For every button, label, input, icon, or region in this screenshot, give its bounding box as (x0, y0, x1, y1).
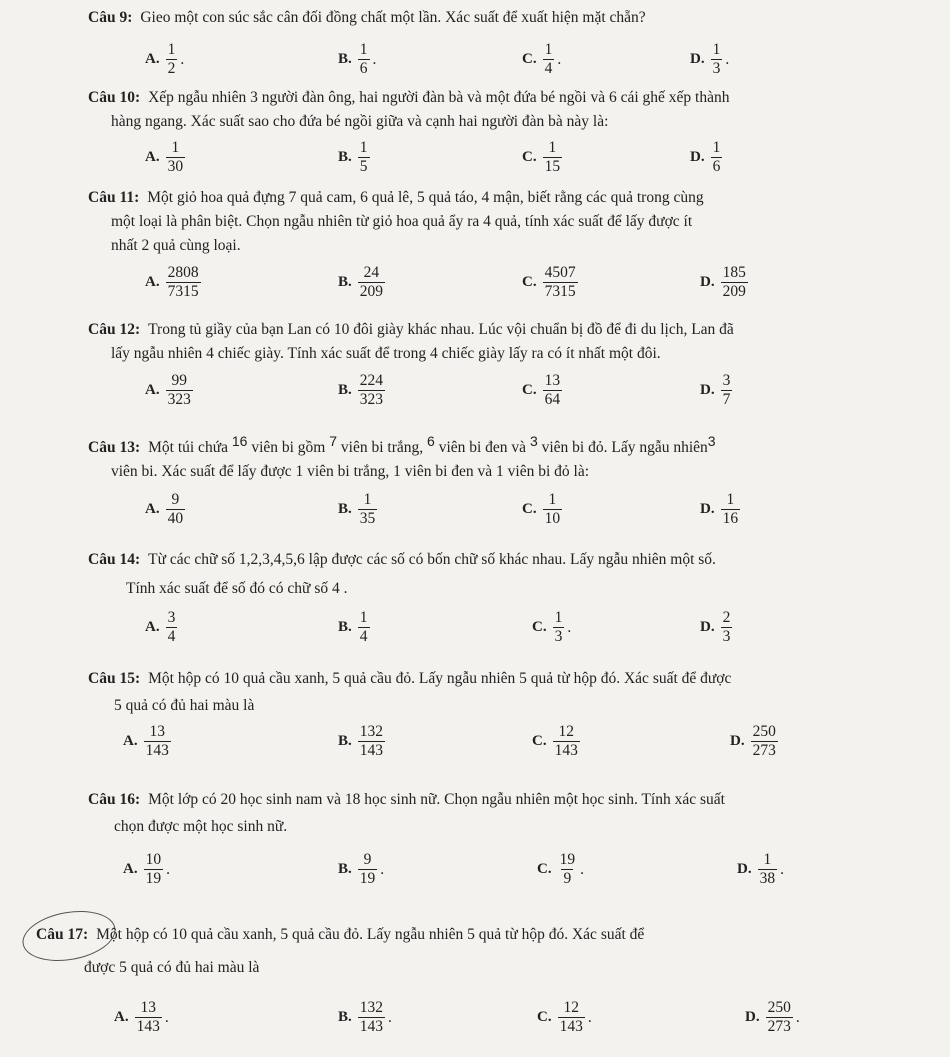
stem-text: viên bi đen và (434, 439, 530, 457)
denominator: 6 (359, 60, 368, 78)
option-d[interactable] (730, 724, 778, 760)
option-letter: B. (338, 382, 352, 399)
denominator: 2 (167, 60, 176, 78)
option-letter: D. (730, 733, 745, 750)
option-a[interactable] (145, 42, 184, 78)
option-letter: C. (522, 274, 537, 291)
option-letter: D. (700, 619, 715, 636)
stem-line: một loại là phân biệt. Chọn ngẫu nhiên từ giỏ hoa quả ẩy ra 4 quả, tính xác suất để lấy được ít (111, 213, 693, 231)
numerator: 1 (548, 139, 557, 156)
fraction (711, 42, 723, 78)
fraction (751, 724, 778, 760)
question-stem (88, 318, 734, 366)
option-b[interactable] (338, 140, 370, 176)
numerator: 132 (359, 999, 384, 1016)
question-label: Câu 13: (88, 439, 141, 457)
option-letter: A. (145, 619, 160, 636)
denominator: 323 (167, 391, 191, 409)
option-letter: B. (338, 149, 352, 166)
question-stem (88, 86, 729, 134)
option-c[interactable] (537, 852, 584, 888)
stem-line: hàng ngang. Xác suất sao cho đứa bé ngồi giữa và cạnh hai người đàn bà này là: (111, 113, 609, 131)
option-letter: C. (522, 149, 537, 166)
option-letter: C. (537, 1009, 552, 1026)
fraction (558, 1000, 585, 1036)
numerator: 13 (140, 999, 156, 1016)
fraction (721, 265, 748, 301)
question-label: Câu 14: (88, 551, 141, 568)
stem-number: 16 (231, 433, 248, 449)
denominator: 143 (136, 1018, 160, 1036)
denominator: 209 (722, 283, 746, 301)
option-letter: A. (114, 1009, 129, 1026)
fraction (358, 42, 370, 78)
stem-line: Một hộp có 10 quả cầu xanh, 5 quả cầu đỏ. Lấy ngẫu nhiên 5 quả từ hộp đó. Xác suất để (96, 926, 645, 943)
denominator: 273 (767, 1018, 791, 1036)
option-letter: B. (338, 51, 352, 68)
option-a[interactable] (145, 492, 185, 528)
option-d[interactable] (700, 265, 748, 301)
denominator: 4 (544, 60, 553, 78)
question-stem (88, 786, 725, 840)
question-stem (88, 6, 646, 30)
option-letter: A. (145, 382, 160, 399)
option-b[interactable] (338, 265, 385, 301)
numerator: 3 (167, 609, 176, 626)
denominator: 19 (359, 870, 376, 888)
numerator: 1 (171, 139, 180, 156)
option-letter: B. (338, 733, 352, 750)
denominator: 323 (359, 391, 384, 409)
denominator: 3 (712, 60, 721, 78)
numerator: 1 (359, 609, 368, 626)
stem-text: Một túi chứa (148, 439, 232, 457)
option-trail: . (725, 50, 730, 68)
fraction (543, 492, 563, 528)
denominator: 10 (544, 510, 561, 528)
stem-line: Trong tủ giầy của bạn Lan có 10 đôi giày khác nhau. Lúc vội chuẩn bị đồ để đi du lịch, Lan đã (148, 321, 734, 338)
option-letter: D. (700, 382, 715, 399)
numerator: 13 (544, 372, 561, 389)
option-c[interactable] (537, 1000, 592, 1036)
numerator: 1 (359, 139, 368, 156)
fraction (721, 610, 733, 646)
denominator: 16 (722, 510, 739, 528)
option-trail: . (164, 1008, 169, 1026)
stem-line: được 5 quả có đủ hai màu là (84, 958, 260, 976)
option-d[interactable] (700, 373, 732, 409)
fraction (358, 373, 385, 409)
option-b[interactable] (338, 492, 377, 528)
option-letter: B. (338, 501, 352, 518)
numerator: 1 (167, 41, 176, 58)
stem-line: Xếp ngẫu nhiên 3 người đàn ông, hai người đàn bà và một đứa bé ngồi và 6 cái ghế xếp thành (148, 89, 730, 106)
fraction (358, 1000, 385, 1036)
question-label: Câu 16: (88, 791, 141, 808)
option-d[interactable] (700, 492, 740, 528)
option-letter: C. (537, 861, 552, 878)
denominator: 3 (554, 628, 563, 646)
numerator: 2 (722, 609, 731, 626)
stem-line: 5 quả có đủ hai màu là (114, 697, 255, 715)
option-a[interactable] (123, 724, 171, 760)
fraction (358, 140, 370, 176)
question-label: Câu 15: (88, 670, 141, 687)
option-letter: D. (737, 861, 752, 878)
option-trail: . (587, 1008, 592, 1026)
numerator: 3 (722, 372, 731, 389)
numerator: 10 (145, 851, 162, 868)
numerator: 2808 (167, 264, 199, 281)
fraction (543, 140, 563, 176)
denominator: 35 (359, 510, 376, 528)
question-label: Câu 11: (88, 189, 140, 206)
fraction (144, 852, 164, 888)
stem-line: lấy ngẫu nhiên 4 chiếc giày. Tính xác suất để trong 4 chiếc giày lấy ra có ít nhất một đôi. (111, 345, 661, 363)
stem-number: 6 (427, 433, 435, 449)
question-stem (88, 545, 716, 604)
option-b[interactable] (338, 724, 385, 760)
fraction (711, 140, 723, 176)
denominator: 7 (722, 391, 731, 409)
denominator: 15 (544, 158, 561, 176)
fraction (721, 373, 733, 409)
numerator: 12 (558, 723, 574, 740)
denominator: 209 (359, 283, 384, 301)
stem-line: Từ các chữ số 1,2,3,4,5,6 lập được các số có bốn chữ số khác nhau. Lấy ngẫu nhiên một số. (148, 551, 716, 568)
option-d[interactable] (690, 140, 722, 176)
fraction (558, 852, 578, 888)
option-a[interactable] (123, 852, 170, 888)
numerator: 1 (359, 41, 368, 58)
option-letter: B. (338, 619, 352, 636)
denominator: 4 (167, 628, 176, 646)
numerator: 24 (363, 264, 380, 281)
question-label: Câu 12: (88, 321, 141, 338)
option-trail: . (795, 1008, 800, 1026)
option-c[interactable] (522, 373, 562, 409)
fraction (358, 610, 370, 646)
question-label: Câu 17: (36, 926, 89, 943)
stem-line: Gieo một con súc sắc cân đối đồng chất một lần. Xác suất để xuất hiện mặt chẵn? (140, 9, 646, 26)
option-trail: . (166, 860, 170, 878)
stem-number: 3 (707, 433, 716, 449)
fraction (553, 610, 565, 646)
numerator: 1 (712, 41, 721, 58)
option-letter: D. (690, 51, 705, 68)
question-label: Câu 9: (88, 9, 133, 26)
option-b[interactable] (338, 42, 376, 78)
question-stem (88, 431, 716, 484)
denominator: 64 (544, 391, 561, 409)
stem-line: viên bi. Xác suất để lấy được 1 viên bi trắng, 1 viên bi đen và 1 viên bi đỏ là: (111, 463, 590, 481)
denominator: 143 (359, 742, 384, 760)
fraction (166, 42, 178, 78)
denominator: 273 (752, 742, 776, 760)
option-b[interactable] (338, 610, 370, 646)
fraction (144, 724, 171, 760)
stem-line: nhất 2 quả cùng loại. (111, 237, 241, 255)
option-c[interactable] (532, 610, 571, 646)
numerator: 1 (544, 41, 553, 58)
fraction (358, 724, 385, 760)
denominator: 143 (359, 1018, 384, 1036)
option-letter: A. (145, 274, 160, 291)
fraction (166, 265, 201, 301)
question-stem (88, 665, 731, 719)
option-letter: C. (532, 733, 547, 750)
option-trail: . (557, 50, 562, 68)
denominator: 7315 (544, 283, 576, 301)
option-letter: A. (123, 861, 138, 878)
option-letter: A. (123, 733, 138, 750)
numerator: 1 (554, 609, 563, 626)
question-stem (88, 186, 704, 258)
numerator: 1 (763, 851, 772, 868)
numerator: 4507 (544, 264, 576, 281)
option-trail: . (388, 1008, 392, 1026)
option-letter: D. (690, 149, 705, 166)
fraction (358, 852, 378, 888)
option-letter: B. (338, 861, 352, 878)
denominator: 19 (145, 870, 162, 888)
numerator: 1 (548, 491, 557, 508)
denominator: 4 (359, 628, 368, 646)
stem-number: 3 (529, 433, 538, 449)
fraction (166, 492, 186, 528)
option-b[interactable] (338, 373, 385, 409)
question-stem (36, 919, 644, 984)
option-trail: . (180, 50, 185, 68)
option-letter: A. (145, 51, 160, 68)
numerator: 1 (726, 491, 735, 508)
stem-number: 7 (329, 433, 338, 449)
denominator: 143 (559, 1018, 583, 1036)
fraction (766, 1000, 793, 1036)
numerator: 224 (359, 372, 384, 389)
numerator: 250 (767, 999, 791, 1016)
fraction (543, 373, 563, 409)
numerator: 1 (712, 139, 721, 156)
fraction (166, 610, 178, 646)
fraction (358, 265, 385, 301)
fraction (543, 265, 578, 301)
numerator: 19 (559, 851, 576, 868)
stem-text: viên bi trắng, (337, 439, 428, 457)
option-letter: C. (522, 51, 537, 68)
fraction (543, 42, 555, 78)
option-c[interactable] (522, 492, 562, 528)
numerator: 9 (363, 851, 372, 868)
option-a[interactable] (145, 373, 193, 409)
numerator: 99 (171, 372, 187, 389)
stem-line: Một lớp có 20 học sinh nam và 18 học sinh nữ. Chọn ngẫu nhiên một học sinh. Tính xác suất (148, 791, 725, 808)
option-b[interactable] (338, 852, 384, 888)
denominator: 7315 (167, 283, 199, 301)
option-trail: . (372, 50, 377, 68)
option-letter: B. (338, 274, 352, 291)
option-letter: C. (522, 501, 537, 518)
denominator: 40 (167, 510, 184, 528)
numerator: 13 (149, 723, 165, 740)
denominator: 3 (722, 628, 731, 646)
stem-text: viên bi gồm (247, 439, 330, 457)
option-c[interactable] (532, 724, 580, 760)
option-letter: C. (532, 619, 547, 636)
denominator: 38 (759, 870, 776, 888)
option-letter: C. (522, 382, 537, 399)
numerator: 12 (563, 999, 579, 1016)
option-trail: . (567, 618, 572, 636)
stem-line: Tính xác suất để số đó có chữ số 4 . (126, 580, 348, 598)
option-letter: D. (700, 501, 715, 518)
numerator: 250 (752, 723, 776, 740)
fraction (758, 852, 778, 888)
option-a[interactable] (145, 265, 201, 301)
option-trail: . (780, 860, 784, 878)
fraction (135, 1000, 162, 1036)
numerator: 185 (722, 264, 746, 281)
option-d[interactable] (737, 852, 784, 888)
option-letter: B. (338, 1009, 352, 1026)
denominator: 143 (554, 742, 578, 760)
option-letter: A. (145, 149, 160, 166)
option-d[interactable] (690, 42, 729, 78)
fraction (358, 492, 378, 528)
fraction (721, 492, 741, 528)
option-letter: D. (700, 274, 715, 291)
numerator: 9 (171, 491, 180, 508)
option-letter: A. (145, 501, 160, 518)
fraction (553, 724, 580, 760)
option-b[interactable] (338, 1000, 392, 1036)
option-letter: D. (745, 1009, 760, 1026)
option-c[interactable] (522, 140, 562, 176)
numerator: 1 (363, 491, 372, 508)
option-trail: . (580, 860, 584, 878)
denominator: 143 (145, 742, 169, 760)
option-a[interactable] (114, 1000, 169, 1036)
denominator: 9 (563, 870, 572, 888)
fraction (166, 373, 193, 409)
option-a[interactable] (145, 610, 177, 646)
option-c[interactable] (522, 42, 561, 78)
option-trail: . (380, 860, 385, 878)
stem-line: Một hộp có 10 quả cầu xanh, 5 quả cầu đỏ. Lấy ngẫu nhiên 5 quả từ hộp đó. Xác suất để được (148, 670, 732, 687)
stem-text: viên bi đỏ. Lấy ngẫu nhiên (537, 439, 708, 457)
denominator: 6 (712, 158, 721, 176)
denominator: 30 (167, 158, 184, 176)
numerator: 132 (359, 723, 384, 740)
option-d[interactable] (745, 1000, 800, 1036)
option-c[interactable] (522, 265, 578, 301)
option-d[interactable] (700, 610, 732, 646)
stem-line: chọn được một học sinh nữ. (114, 818, 288, 836)
stem-line: Một giỏ hoa quả đựng 7 quả cam, 6 quả lê, 5 quả táo, 4 mận, biết rằng các quả trong cùng (147, 189, 704, 206)
option-a[interactable] (145, 140, 185, 176)
fraction (166, 140, 186, 176)
question-label: Câu 10: (88, 89, 141, 106)
denominator: 5 (359, 158, 368, 176)
